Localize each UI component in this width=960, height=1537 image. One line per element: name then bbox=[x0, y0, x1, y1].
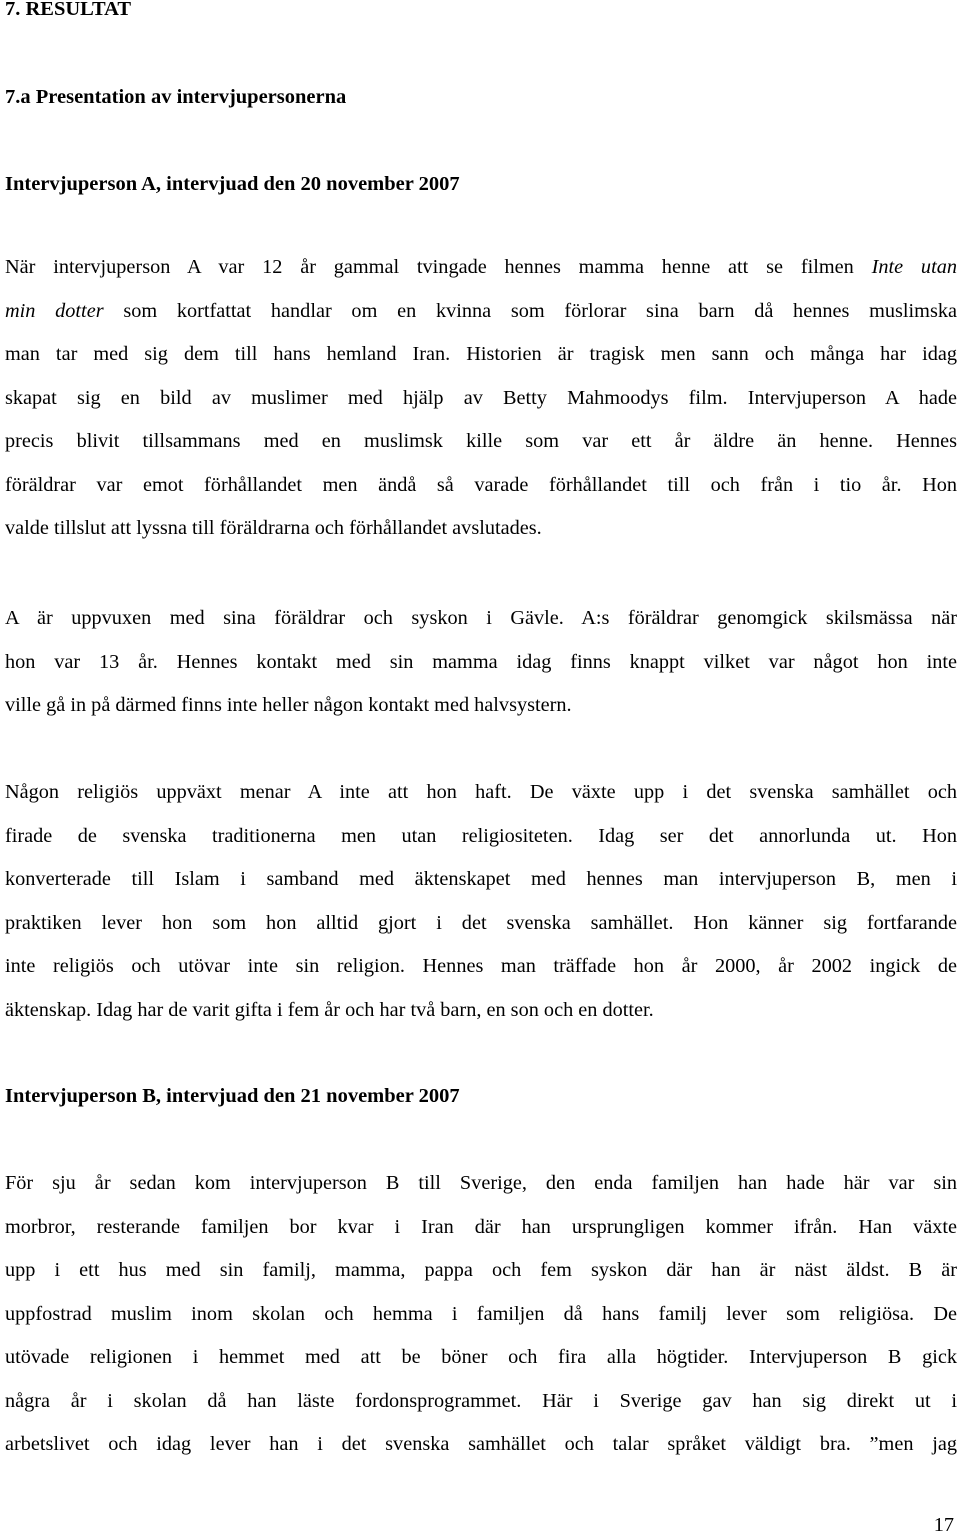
text-line: För sju år sedan kom intervjuperson B till Sverige, den enda familjen han hade här var sin bbox=[5, 1172, 957, 1194]
text-line: A är uppvuxen med sina föräldrar och syskon i Gävle. A:s föräldrar genomgick skilsmässa när bbox=[5, 607, 957, 629]
text-line: Någon religiös uppväxt menar A inte att hon haft. De växte upp i det svenska samhället och bbox=[5, 781, 957, 803]
text-line: min dotter som kortfattat handlar om en kvinna som förlorar sina barn då hennes muslimska bbox=[5, 299, 957, 322]
person-a-paragraph-2 bbox=[5, 597, 957, 728]
text-line: inte religiös och utövar inte sin religion. Hennes man träffade hon år 2000, år 2002 ingick de bbox=[5, 955, 957, 977]
text-line: När intervjuperson A var 12 år gammal tvingade hennes mamma henne att se filmen Inte utan bbox=[5, 256, 957, 278]
text-line: föräldrar var emot förhållandet men ändå så varade förhållandet till och från i tio år. Hon bbox=[5, 473, 957, 496]
film-title-italic: Inte utan bbox=[871, 256, 957, 278]
person-a-paragraph-1 bbox=[5, 246, 957, 551]
text-line: ville gå in på därmed finns inte heller någon kontakt med halvsystern. bbox=[5, 694, 572, 716]
text-line: äktenskap. Idag har de varit gifta i fem år och har två barn, en son och en dotter. bbox=[5, 998, 654, 1021]
section-heading: 7. RESULTAT bbox=[5, 0, 132, 20]
page-number: 17 bbox=[933, 1514, 954, 1536]
text-line: några år i skolan då han läste fordonsprogrammet. Här i Sverige gav han sig direkt ut i bbox=[5, 1389, 957, 1412]
person-b-paragraph-1 bbox=[5, 1162, 957, 1467]
text-line: skapat sig en bild av muslimer med hjälp av Betty Mahmoodys film. Intervjuperson A hade bbox=[5, 386, 957, 409]
film-title-italic: min dotter bbox=[5, 299, 104, 322]
text-line: valde tillslut att lyssna till föräldrarna och förhållandet avslutades. bbox=[5, 517, 542, 539]
text-line: firade de svenska traditionerna men utan religiositeten. Idag ser det annorlunda ut. Hon bbox=[5, 824, 957, 847]
subsection-heading: 7.a Presentation av intervjupersonerna bbox=[5, 86, 347, 108]
text-line: man tar med sig dem till hans hemland Iran. Historien är tragisk men sann och många har idag bbox=[5, 343, 957, 365]
person-a-paragraph-3 bbox=[5, 771, 957, 1032]
person-b-heading: Intervjuperson B, intervjuad den 21 november 2007 bbox=[5, 1085, 460, 1107]
text-line: praktiken lever hon som hon alltid gjort i det svenska samhället. Hon känner sig fortfarande bbox=[5, 911, 957, 934]
text-line: upp i ett hus med sin familj, mamma, pappa och fem syskon där han är näst äldst. B är bbox=[5, 1259, 957, 1281]
text-line: morbror, resterande familjen bor kvar i Iran där han ursprungligen kommer ifrån. Han växte bbox=[5, 1215, 957, 1238]
text-line: precis blivit tillsammans med en muslimsk kille som var ett år äldre än henne. Hennes bbox=[5, 430, 957, 452]
text-line: hon var 13 år. Hennes kontakt med sin mamma idag finns knappt vilket var något hon inte bbox=[5, 650, 957, 673]
text-line: arbetslivet och idag lever han i det svenska samhället och talar språket väldigt bra. ”men jag bbox=[5, 1433, 957, 1455]
text-line: uppfostrad muslim inom skolan och hemma i familjen då hans familj lever som religiösa. De bbox=[5, 1302, 957, 1325]
text-line: utövade religionen i hemmet med att be böner och fira alla högtider. Intervjuperson B gick bbox=[5, 1346, 957, 1368]
person-a-heading: Intervjuperson A, intervjuad den 20 november 2007 bbox=[5, 173, 460, 195]
text-line: konverterade till Islam i samband med äktenskapet med hennes man intervjuperson B, men i bbox=[5, 868, 957, 890]
